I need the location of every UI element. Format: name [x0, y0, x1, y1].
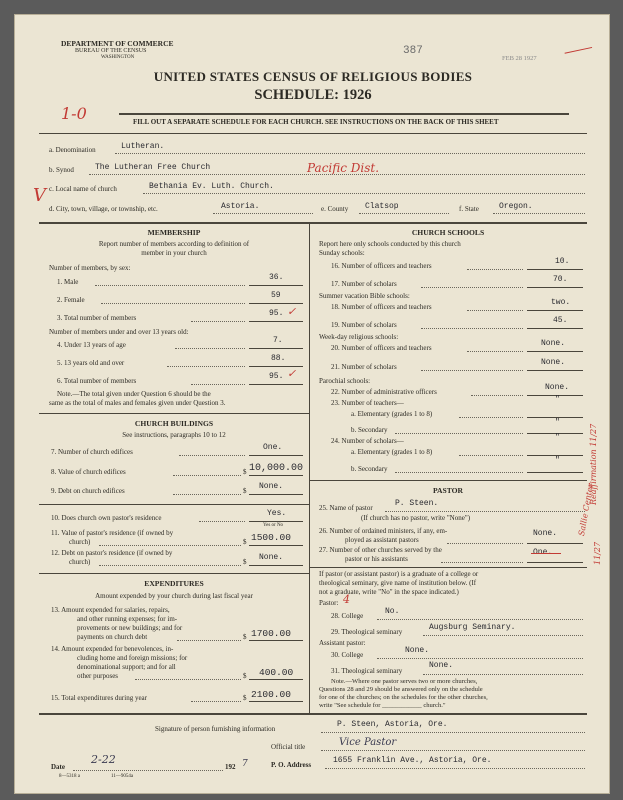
q14-label-2: cluding home and foreign missions; for [77, 654, 188, 662]
membership-intro-2: member in your church [141, 249, 207, 257]
q12-label-1: 12. Debt on pastor's residence (if owned by [51, 549, 173, 557]
q13-label-2: and other running expenses; for im- [77, 615, 178, 623]
q26-label-2: ployed as assistant pastors [345, 536, 419, 544]
q3-value: 95. [269, 309, 284, 318]
q4-label: 4. Under 13 years of age [57, 341, 126, 349]
q25-label: 25. Name of pastor [319, 504, 373, 512]
bureau-name: BUREAU OF THE CENSUS [75, 48, 147, 54]
q9-dollar: $ [243, 487, 247, 495]
q13-label-3: provements or new buildings; and for [77, 624, 183, 632]
q6-checkmark: ✓ [287, 367, 297, 380]
vacation-label: Summer vacation Bible schools: [319, 292, 410, 300]
q4-value: 7. [273, 336, 283, 345]
form-subtitle: SCHEDULE: 1926 [254, 87, 372, 103]
census-schedule-sheet [14, 14, 610, 794]
q7-value: One. [263, 443, 283, 452]
handwritten-code: 1-0 [61, 104, 87, 123]
q31-label: 31. Theological seminary [331, 667, 403, 675]
pastor-handwritten-mark: 4 [343, 593, 350, 606]
dept-name: DEPARTMENT OF COMMERCE [61, 39, 174, 48]
q3-label: 3. Total number of members [57, 314, 137, 322]
pastor-note-1: Note.—Where one pastor serves two or more churches, [331, 678, 478, 685]
q14-value: 400.00 [259, 667, 294, 678]
synod-handwritten: Pacific Dist. [307, 161, 380, 175]
synod-label: b. Synod [49, 166, 74, 174]
q5-value: 88. [271, 354, 286, 363]
schools-heading: CHURCH SCHOOLS [411, 228, 485, 237]
q30-value: None. [405, 646, 430, 655]
q25-note: (If church has no pastor, write "None") [361, 514, 471, 522]
q18-value: two. [551, 298, 571, 307]
pastor-note-3: for one of the churches; on the schedules for the other churches, [319, 694, 488, 701]
pastor-note-4: write "See schedule for ____________ church." [319, 702, 446, 709]
date-label: Date [51, 763, 65, 771]
q23-label: 23. Number of teachers— [331, 399, 404, 407]
q24a-ditto: " [555, 456, 560, 465]
parochial-label: Parochial schools: [319, 377, 371, 385]
q16-value: 10. [555, 257, 570, 266]
q21-label: 21. Number of scholars [331, 363, 397, 371]
q23a-label: a. Elementary (grades 1 to 8) [351, 410, 433, 418]
q5-label: 5. 13 years old and over [57, 359, 125, 367]
buildings-sub: See instructions, paragraphs 10 to 12 [122, 431, 226, 439]
form-number: 8—5318 a [59, 774, 80, 779]
stamp-number: 387 [403, 45, 423, 57]
q19-label: 19. Number of scholars [331, 321, 397, 329]
date-year: 192 [225, 763, 236, 771]
q20-label: 20. Number of officers and teachers [331, 344, 432, 352]
bureau-city: WASHINGTON [101, 55, 135, 60]
q19-value: 45. [553, 316, 568, 325]
county-value: Clatsop [365, 202, 399, 211]
expenditures-sub: Amount expended by your church during last fiscal year [95, 592, 253, 600]
q15-value: 2100.00 [251, 689, 291, 700]
address-value: 1655 Franklin Ave., Astoria, Ore. [333, 756, 492, 765]
q23b-label: b. Secondary [351, 426, 388, 434]
schools-intro: Report here only schools conducted by this church [319, 240, 461, 248]
by-sex-label: Number of members, by sex: [49, 264, 131, 272]
assistant-sub-label: Assistant pastor: [319, 639, 366, 647]
q31-value: None. [429, 661, 454, 670]
q9-label: 9. Debt on church edifices [51, 487, 125, 495]
city-value: Astoria. [221, 202, 260, 211]
q27-label-2: pastor or his assistants [345, 555, 408, 563]
q21-value: None. [541, 358, 566, 367]
q26-value: None. [533, 529, 558, 538]
form-title: UNITED STATES CENSUS OF RELIGIOUS BODIES [153, 69, 473, 84]
q24b-label: b. Secondary [351, 465, 388, 473]
denomination-label: a. Denomination [49, 146, 96, 154]
received-stamp: FEB 28 1927 [502, 55, 537, 62]
q2-value: 59 [271, 291, 281, 300]
q7-label: 7. Number of church edifices [51, 448, 133, 456]
q22-value: None. [545, 383, 570, 392]
synod-value: The Lutheran Free Church [95, 163, 211, 172]
q12-dollar: $ [243, 558, 247, 566]
yes-no-hint: Yes or No [263, 523, 284, 528]
q3-checkmark: ✓ [287, 305, 297, 318]
seminary-intro-2: theological seminary, give name of institution below. (If [319, 579, 477, 587]
q20-value: None. [541, 339, 566, 348]
membership-heading: MEMBERSHIP [147, 228, 201, 237]
q29-label: 29. Theological seminary [331, 628, 403, 636]
q16-label: 16. Number of officers and teachers [331, 262, 432, 270]
q14-dollar: $ [243, 672, 247, 680]
q12-label-2: church) [69, 558, 91, 566]
q6-label: 6. Total number of members [57, 377, 137, 385]
age-label: Number of members under and over 13 years old: [49, 328, 189, 336]
q27-label-1: 27. Number of other churches served by the [319, 546, 442, 554]
membership-note-2: same as the total of males and females given under Question 3. [49, 399, 226, 407]
form-instruction: FILL OUT A SEPARATE SCHEDULE FOR EACH CHURCH. SEE INSTRUCTIONS ON THE BACK OF THIS SHEET [133, 118, 499, 126]
seminary-intro-3: not a graduate, write "No" in the space indicated.) [319, 588, 459, 596]
q1-value: 36. [269, 273, 284, 282]
address-label: P. O. Address [271, 761, 312, 769]
signature-value: P. Steen, Astoria, Ore. [337, 720, 448, 729]
q11-label-1: 11. Value of pastor's residence (if owned by [51, 529, 174, 537]
pastor-sub-label: Pastor: [319, 599, 339, 607]
q12-value: None. [259, 553, 284, 562]
pastor-heading: PASTOR [432, 486, 464, 495]
q11-dollar: $ [243, 538, 247, 546]
q10-value: Yes. [267, 509, 287, 518]
q8-label: 8. Value of church edifices [51, 468, 126, 476]
seminary-intro-1: If pastor (or assistant pastor) is a graduate of a college or [319, 570, 479, 578]
q27-strike [531, 553, 561, 554]
date-year-hand: 7 [242, 759, 248, 769]
q27-value: One. [533, 548, 553, 557]
q14-label-4: other purposes [77, 672, 119, 680]
county-label: e. County [321, 205, 349, 213]
q17-label: 17. Number of scholars [331, 280, 397, 288]
weekday-label: Week-day religious schools: [319, 333, 399, 341]
print-number: 11—9054a [111, 774, 134, 779]
pastor-note-2: Questions 28 and 29 should be answered only on the schedule [319, 686, 483, 693]
church-name-label: c. Local name of church [49, 185, 117, 193]
buildings-heading: CHURCH BUILDINGS [134, 419, 214, 428]
red-check-mark [562, 34, 592, 54]
q26-label-1: 26. Number of ordained ministers, if any, em- [319, 527, 448, 535]
q17-value: 70. [553, 275, 568, 284]
state-label: f. State [459, 205, 479, 213]
q13-label-4: payments on church debt [77, 633, 148, 641]
q13-label-1: 13. Amount expended for salaries, repairs, [51, 606, 170, 614]
q6-value: 95. [269, 372, 284, 381]
q1-label: 1. Male [57, 278, 79, 286]
official-title-value: Vice Pastor [339, 737, 397, 748]
signature-label: Signature of person furnishing information [155, 725, 276, 733]
q8-dollar: $ [243, 468, 247, 476]
q29-value: Augsburg Seminary. [429, 623, 516, 632]
q18-label: 18. Number of officers and teachers [331, 303, 432, 311]
sunday-label: Sunday schools: [319, 249, 365, 257]
church-name-value: Bethania Ev. Luth. Church. [149, 182, 274, 191]
q28-label: 28. College [331, 612, 364, 620]
q8-value: 10,000.00 [249, 463, 304, 474]
official-title-label: Official title [271, 743, 306, 751]
q14-label-3: denominational support; and for all [77, 663, 176, 671]
handwritten-initial: V [33, 185, 46, 206]
q13-dollar: $ [243, 633, 247, 641]
q9-value: None. [259, 482, 284, 491]
q23-ditto: " [555, 395, 560, 404]
q15-label: 15. Total expenditures during year [51, 694, 147, 702]
q28-value: No. [385, 607, 400, 616]
q11-label-2: church) [69, 538, 91, 546]
membership-intro-1: Report number of members according to definition of [98, 240, 250, 248]
q10-label: 10. Does church own pastor's residence [51, 514, 162, 522]
margin-date: 11/27 [593, 541, 602, 565]
expenditures-heading: EXPENDITURES [144, 579, 204, 588]
q25-value: P. Steen. [395, 499, 439, 508]
margin-note-1: Reaffirmation 11/27 [589, 423, 598, 505]
q15-dollar: $ [243, 694, 247, 702]
q24-ditto: " [555, 433, 560, 442]
q14-label-1: 14. Amount expended for benevolences, in- [51, 645, 174, 653]
q24-label: 24. Number of scholars— [331, 437, 404, 445]
city-label: d. City, town, village, or township, etc. [49, 205, 158, 213]
q23a-ditto: " [555, 418, 560, 427]
margin-note-2: Sallie Center [577, 482, 596, 537]
q2-label: 2. Female [57, 296, 85, 304]
q30-label: 30. College [331, 651, 364, 659]
state-value: Oregon. [499, 202, 533, 211]
membership-note-1: Note.—The total given under Question 6 should be the [57, 390, 211, 398]
q13-value: 1700.00 [251, 628, 291, 639]
q22-label: 22. Number of administrative officers [331, 388, 437, 396]
q11-value: 1500.00 [251, 532, 291, 543]
date-value: 2-22 [91, 753, 116, 766]
denomination-value: Lutheran. [121, 142, 165, 151]
q24a-label: a. Elementary (grades 1 to 8) [351, 448, 433, 456]
